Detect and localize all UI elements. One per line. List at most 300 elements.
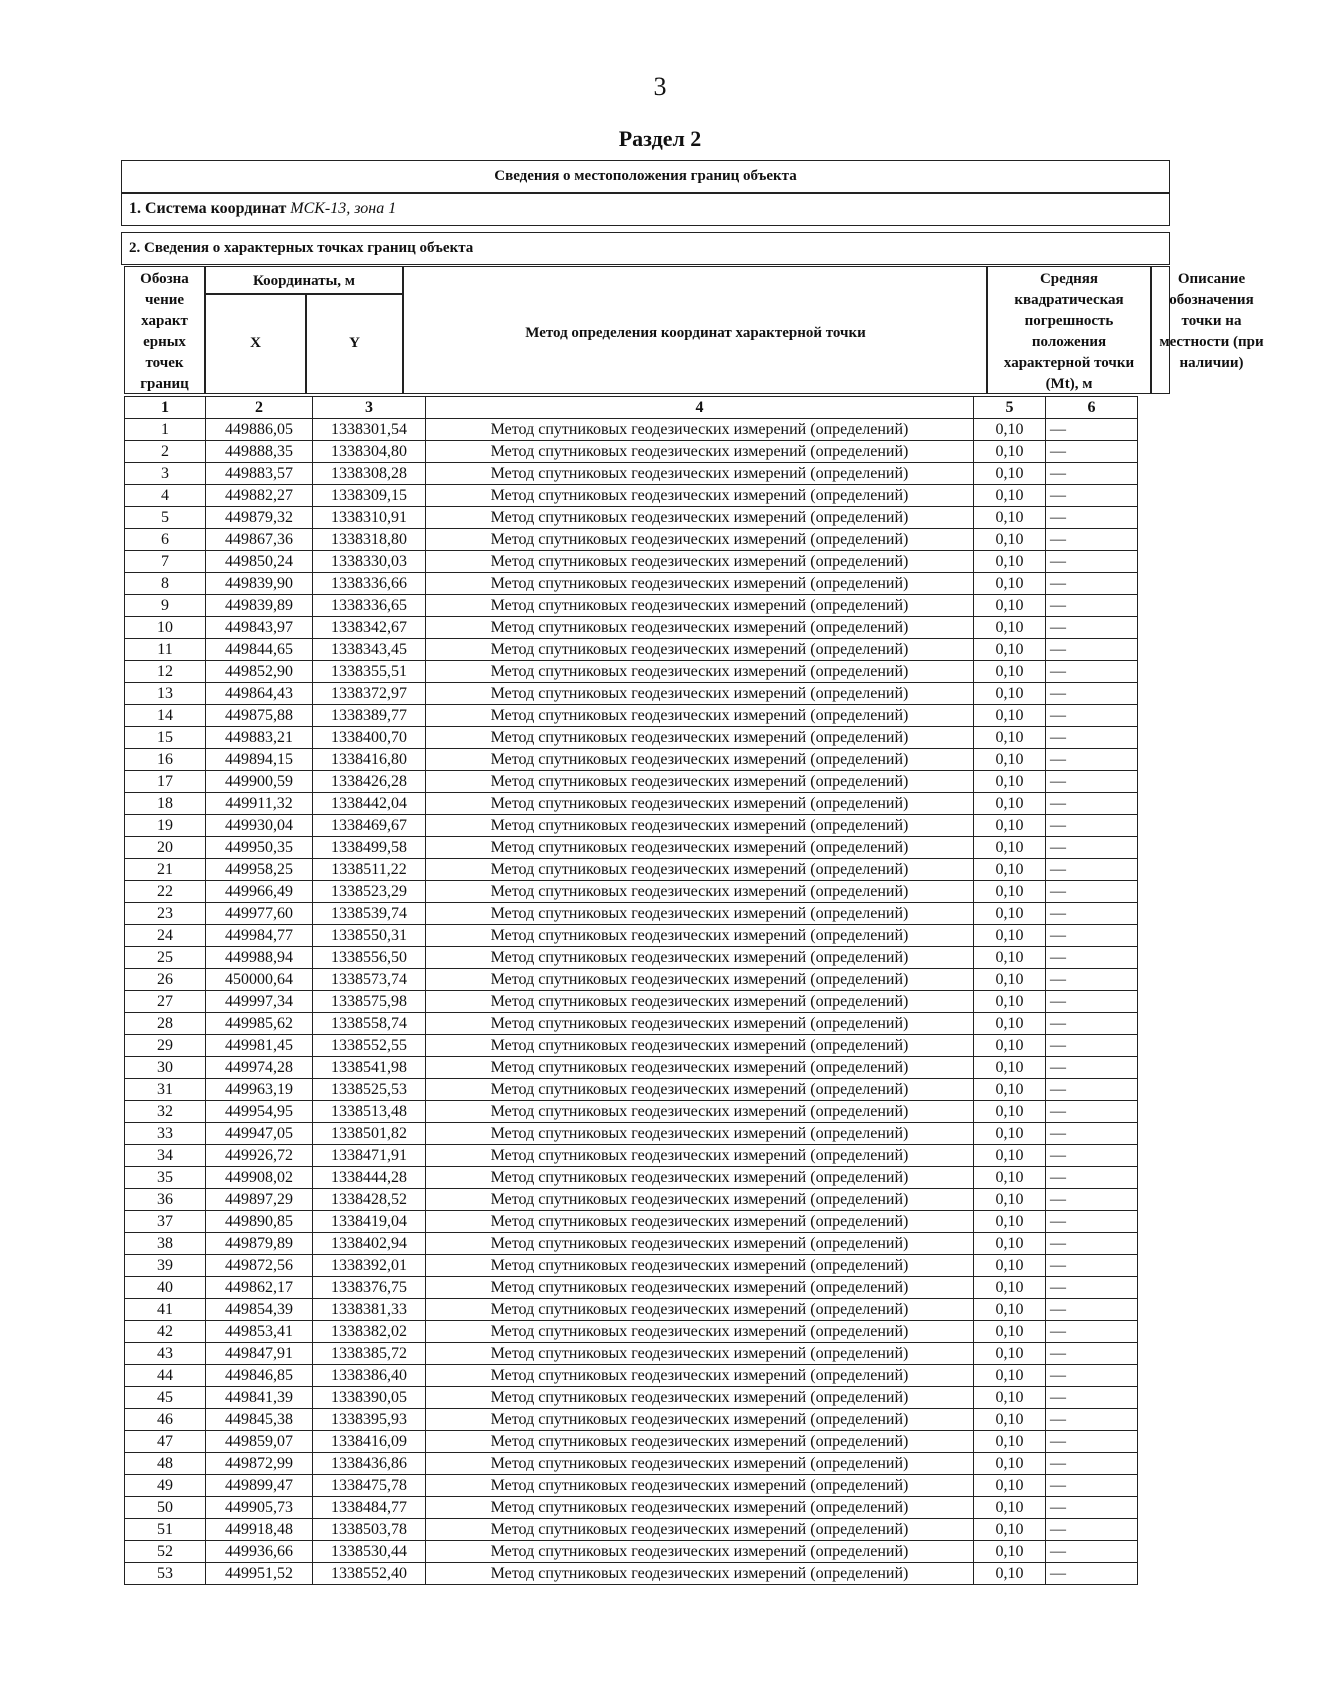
method-cell: Метод спутниковых геодезических измерений (определений) — [426, 705, 974, 727]
point-number: 48 — [125, 1453, 206, 1475]
accuracy-cell: 0,10 — [974, 991, 1046, 1013]
point-number: 8 — [125, 573, 206, 595]
accuracy-cell: 0,10 — [974, 1057, 1046, 1079]
y-coordinate: 1338444,28 — [313, 1167, 426, 1189]
x-coordinate: 449984,77 — [206, 925, 313, 947]
point-number: 28 — [125, 1013, 206, 1035]
description-cell: — — [1046, 1277, 1138, 1299]
x-coordinate: 449899,47 — [206, 1475, 313, 1497]
description-cell: — — [1046, 1497, 1138, 1519]
column-number: 5 — [974, 397, 1046, 419]
accuracy-cell: 0,10 — [974, 1013, 1046, 1035]
point-number: 39 — [125, 1255, 206, 1277]
method-cell: Метод спутниковых геодезических измерений (определений) — [426, 793, 974, 815]
method-cell: Метод спутниковых геодезических измерений (определений) — [426, 617, 974, 639]
description-cell: — — [1046, 1541, 1138, 1563]
method-cell: Метод спутниковых геодезических измерений (определений) — [426, 1101, 974, 1123]
point-number: 29 — [125, 1035, 206, 1057]
accuracy-cell: 0,10 — [974, 1519, 1046, 1541]
point-number: 14 — [125, 705, 206, 727]
y-coordinate: 1338402,94 — [313, 1233, 426, 1255]
y-coordinate: 1338381,33 — [313, 1299, 426, 1321]
method-cell: Метод спутниковых геодезических измерений (определений) — [426, 1189, 974, 1211]
x-coordinate: 449911,32 — [206, 793, 313, 815]
method-cell: Метод спутниковых геодезических измерений (определений) — [426, 1057, 974, 1079]
x-coordinate: 449882,27 — [206, 485, 313, 507]
point-number: 20 — [125, 837, 206, 859]
point-number: 2 — [125, 441, 206, 463]
y-coordinate: 1338308,28 — [313, 463, 426, 485]
y-coordinate: 1338525,53 — [313, 1079, 426, 1101]
x-coordinate: 449839,90 — [206, 573, 313, 595]
accuracy-cell: 0,10 — [974, 1409, 1046, 1431]
description-cell: — — [1046, 925, 1138, 947]
column-number: 3 — [313, 397, 426, 419]
method-cell: Метод спутниковых геодезических измерений (определений) — [426, 1035, 974, 1057]
method-cell: Метод спутниковых геодезических измерений (определений) — [426, 1541, 974, 1563]
y-coordinate: 1338556,50 — [313, 947, 426, 969]
x-coordinate: 449900,59 — [206, 771, 313, 793]
description-cell: — — [1046, 859, 1138, 881]
table-row — [125, 1233, 1138, 1255]
method-cell: Метод спутниковых геодезических измерений (определений) — [426, 463, 974, 485]
accuracy-cell: 0,10 — [974, 639, 1046, 661]
y-coordinate: 1338419,04 — [313, 1211, 426, 1233]
method-cell: Метод спутниковых геодезических измерений (определений) — [426, 1167, 974, 1189]
accuracy-cell: 0,10 — [974, 771, 1046, 793]
accuracy-cell: 0,10 — [974, 815, 1046, 837]
table-row — [125, 815, 1138, 837]
description-cell: — — [1046, 1365, 1138, 1387]
accuracy-cell: 0,10 — [974, 1431, 1046, 1453]
table-row — [125, 1167, 1138, 1189]
method-cell: Метод спутниковых геодезических измерений (определений) — [426, 1387, 974, 1409]
y-coordinate: 1338552,55 — [313, 1035, 426, 1057]
x-coordinate: 449977,60 — [206, 903, 313, 925]
table-row — [125, 1541, 1138, 1563]
method-cell: Метод спутниковых геодезических измерений (определений) — [426, 815, 974, 837]
x-coordinate: 449839,89 — [206, 595, 313, 617]
section-title: Раздел 2 — [618, 126, 702, 151]
description-cell: — — [1046, 595, 1138, 617]
x-coordinate: 449843,97 — [206, 617, 313, 639]
table-row — [125, 507, 1138, 529]
y-coordinate: 1338382,02 — [313, 1321, 426, 1343]
accuracy-cell: 0,10 — [974, 507, 1046, 529]
y-coordinate: 1338558,74 — [313, 1013, 426, 1035]
description-cell: — — [1046, 705, 1138, 727]
accuracy-cell: 0,10 — [974, 859, 1046, 881]
point-number: 49 — [125, 1475, 206, 1497]
y-coordinate: 1338389,77 — [313, 705, 426, 727]
header-y: Y — [349, 335, 360, 351]
method-cell: Метод спутниковых геодезических измерений (определений) — [426, 1365, 974, 1387]
description-cell: — — [1046, 1255, 1138, 1277]
description-cell: — — [1046, 1211, 1138, 1233]
point-number: 36 — [125, 1189, 206, 1211]
description-cell: — — [1046, 1233, 1138, 1255]
description-cell: — — [1046, 441, 1138, 463]
y-coordinate: 1338416,09 — [313, 1431, 426, 1453]
point-number: 51 — [125, 1519, 206, 1541]
point-number: 52 — [125, 1541, 206, 1563]
y-coordinate: 1338343,45 — [313, 639, 426, 661]
x-coordinate: 449985,62 — [206, 1013, 313, 1035]
description-cell: — — [1046, 661, 1138, 683]
description-cell: — — [1046, 903, 1138, 925]
accuracy-cell: 0,10 — [974, 529, 1046, 551]
point-number: 18 — [125, 793, 206, 815]
description-cell: — — [1046, 683, 1138, 705]
table-row — [125, 1519, 1138, 1541]
point-number: 44 — [125, 1365, 206, 1387]
method-cell: Метод спутниковых геодезических измерений (определений) — [426, 969, 974, 991]
description-cell: — — [1046, 1101, 1138, 1123]
description-cell: — — [1046, 419, 1138, 441]
method-cell: Метод спутниковых геодезических измерений (определений) — [426, 837, 974, 859]
accuracy-cell: 0,10 — [974, 595, 1046, 617]
accuracy-cell: 0,10 — [974, 1453, 1046, 1475]
table-row — [125, 485, 1138, 507]
method-cell: Метод спутниковых геодезических измерений (определений) — [426, 1497, 974, 1519]
table-row — [125, 1431, 1138, 1453]
accuracy-cell: 0,10 — [974, 969, 1046, 991]
coord-system-value: МСК-13, зона 1 — [290, 200, 397, 217]
point-number: 42 — [125, 1321, 206, 1343]
point-number: 3 — [125, 463, 206, 485]
method-cell: Метод спутниковых геодезических измерений (определений) — [426, 507, 974, 529]
accuracy-cell: 0,10 — [974, 661, 1046, 683]
point-number: 24 — [125, 925, 206, 947]
description-cell: — — [1046, 727, 1138, 749]
y-coordinate: 1338372,97 — [313, 683, 426, 705]
table-row — [125, 1409, 1138, 1431]
method-cell: Метод спутниковых геодезических измерений (определений) — [426, 441, 974, 463]
point-number: 15 — [125, 727, 206, 749]
points-title: 2. Сведения о характерных точках границ объекта — [121, 232, 1170, 265]
table-row — [125, 1211, 1138, 1233]
accuracy-cell: 0,10 — [974, 441, 1046, 463]
y-coordinate: 1338310,91 — [313, 507, 426, 529]
x-coordinate: 449947,05 — [206, 1123, 313, 1145]
y-coordinate: 1338471,91 — [313, 1145, 426, 1167]
x-coordinate: 449966,49 — [206, 881, 313, 903]
description-cell: — — [1046, 771, 1138, 793]
point-number: 21 — [125, 859, 206, 881]
y-coordinate: 1338330,03 — [313, 551, 426, 573]
accuracy-cell: 0,10 — [974, 1035, 1046, 1057]
table-row — [125, 1563, 1138, 1585]
y-coordinate: 1338484,77 — [313, 1497, 426, 1519]
description-cell: — — [1046, 507, 1138, 529]
y-coordinate: 1338503,78 — [313, 1519, 426, 1541]
point-number: 40 — [125, 1277, 206, 1299]
accuracy-cell: 0,10 — [974, 573, 1046, 595]
y-coordinate: 1338436,86 — [313, 1453, 426, 1475]
table-row — [125, 837, 1138, 859]
accuracy-cell: 0,10 — [974, 1365, 1046, 1387]
method-cell: Метод спутниковых геодезических измерений (определений) — [426, 1475, 974, 1497]
x-coordinate: 449997,34 — [206, 991, 313, 1013]
method-cell: Метод спутниковых геодезических измерений (определений) — [426, 1343, 974, 1365]
method-cell: Метод спутниковых геодезических измерений (определений) — [426, 727, 974, 749]
accuracy-cell: 0,10 — [974, 1343, 1046, 1365]
method-cell: Метод спутниковых геодезических измерений (определений) — [426, 1013, 974, 1035]
header-point-id: Обозна чение характ ерных точек границ — [140, 271, 189, 392]
y-coordinate: 1338386,40 — [313, 1365, 426, 1387]
table-row — [125, 1343, 1138, 1365]
point-number: 7 — [125, 551, 206, 573]
y-coordinate: 1338390,05 — [313, 1387, 426, 1409]
table-row — [125, 463, 1138, 485]
x-coordinate: 449926,72 — [206, 1145, 313, 1167]
coord-system-label: 1. Система координат — [129, 200, 287, 217]
method-cell: Метод спутниковых геодезических измерений (определений) — [426, 661, 974, 683]
description-cell: — — [1046, 1145, 1138, 1167]
x-coordinate: 449872,56 — [206, 1255, 313, 1277]
accuracy-cell: 0,10 — [974, 419, 1046, 441]
x-coordinate: 449918,48 — [206, 1519, 313, 1541]
accuracy-cell: 0,10 — [974, 1299, 1046, 1321]
method-cell: Метод спутниковых геодезических измерений (определений) — [426, 903, 974, 925]
description-cell: — — [1046, 1321, 1138, 1343]
table-row — [125, 419, 1138, 441]
accuracy-cell: 0,10 — [974, 903, 1046, 925]
description-cell: — — [1046, 1013, 1138, 1035]
table-row — [125, 991, 1138, 1013]
point-number: 11 — [125, 639, 206, 661]
accuracy-cell: 0,10 — [974, 1321, 1046, 1343]
x-coordinate: 449908,02 — [206, 1167, 313, 1189]
column-number: 2 — [206, 397, 313, 419]
table-row — [125, 947, 1138, 969]
table-row — [125, 1123, 1138, 1145]
y-coordinate: 1338318,80 — [313, 529, 426, 551]
accuracy-cell: 0,10 — [974, 749, 1046, 771]
y-coordinate: 1338552,40 — [313, 1563, 426, 1585]
table-row — [125, 573, 1138, 595]
x-coordinate: 449879,32 — [206, 507, 313, 529]
accuracy-cell: 0,10 — [974, 837, 1046, 859]
point-number: 6 — [125, 529, 206, 551]
x-coordinate: 449951,52 — [206, 1563, 313, 1585]
method-cell: Метод спутниковых геодезических измерений (определений) — [426, 1145, 974, 1167]
table-row — [125, 639, 1138, 661]
y-coordinate: 1338376,75 — [313, 1277, 426, 1299]
coord-system-row — [121, 193, 1170, 226]
y-coordinate: 1338573,74 — [313, 969, 426, 991]
method-cell: Метод спутниковых геодезических измерений (определений) — [426, 529, 974, 551]
point-number: 32 — [125, 1101, 206, 1123]
point-number: 37 — [125, 1211, 206, 1233]
accuracy-cell: 0,10 — [974, 617, 1046, 639]
description-cell: — — [1046, 1189, 1138, 1211]
description-cell: — — [1046, 463, 1138, 485]
method-cell: Метод спутниковых геодезических измерений (определений) — [426, 573, 974, 595]
y-coordinate: 1338541,98 — [313, 1057, 426, 1079]
x-coordinate: 449853,41 — [206, 1321, 313, 1343]
y-coordinate: 1338523,29 — [313, 881, 426, 903]
point-number: 35 — [125, 1167, 206, 1189]
method-cell: Метод спутниковых геодезических измерений (определений) — [426, 1255, 974, 1277]
y-coordinate: 1338301,54 — [313, 419, 426, 441]
accuracy-cell: 0,10 — [974, 1497, 1046, 1519]
accuracy-cell: 0,10 — [974, 1123, 1046, 1145]
x-coordinate: 449974,28 — [206, 1057, 313, 1079]
x-coordinate: 449846,85 — [206, 1365, 313, 1387]
description-cell: — — [1046, 573, 1138, 595]
table-row — [125, 551, 1138, 573]
description-cell: — — [1046, 529, 1138, 551]
y-coordinate: 1338511,22 — [313, 859, 426, 881]
method-cell: Метод спутниковых геодезических измерений (определений) — [426, 1299, 974, 1321]
x-coordinate: 449963,19 — [206, 1079, 313, 1101]
method-cell: Метод спутниковых геодезических измерений (определений) — [426, 1431, 974, 1453]
x-coordinate: 449883,57 — [206, 463, 313, 485]
accuracy-cell: 0,10 — [974, 551, 1046, 573]
accuracy-cell: 0,10 — [974, 463, 1046, 485]
method-cell: Метод спутниковых геодезических измерений (определений) — [426, 1409, 974, 1431]
description-cell: — — [1046, 881, 1138, 903]
point-number: 33 — [125, 1123, 206, 1145]
y-coordinate: 1338442,04 — [313, 793, 426, 815]
table-row — [125, 1101, 1138, 1123]
x-coordinate: 449862,17 — [206, 1277, 313, 1299]
table-row — [125, 925, 1138, 947]
point-number: 46 — [125, 1409, 206, 1431]
method-cell: Метод спутниковых геодезических измерений (определений) — [426, 881, 974, 903]
point-number: 50 — [125, 1497, 206, 1519]
y-coordinate: 1338336,66 — [313, 573, 426, 595]
method-cell: Метод спутниковых геодезических измерений (определений) — [426, 485, 974, 507]
accuracy-cell: 0,10 — [974, 485, 1046, 507]
header-description: Описание обозначения точки на местности (при наличии) — [1159, 271, 1264, 371]
table-row — [125, 661, 1138, 683]
point-number: 23 — [125, 903, 206, 925]
x-coordinate: 449883,21 — [206, 727, 313, 749]
header-x: X — [250, 335, 261, 351]
point-number: 34 — [125, 1145, 206, 1167]
description-cell: — — [1046, 617, 1138, 639]
description-cell: — — [1046, 1519, 1138, 1541]
y-coordinate: 1338309,15 — [313, 485, 426, 507]
table-row — [125, 771, 1138, 793]
description-cell: — — [1046, 1299, 1138, 1321]
boundary-points-table — [124, 396, 1138, 1585]
method-cell: Метод спутниковых геодезических измерений (определений) — [426, 595, 974, 617]
x-coordinate: 449850,24 — [206, 551, 313, 573]
description-cell: — — [1046, 485, 1138, 507]
x-coordinate: 449888,35 — [206, 441, 313, 463]
table-row — [125, 1189, 1138, 1211]
x-coordinate: 449894,15 — [206, 749, 313, 771]
table-row — [125, 1057, 1138, 1079]
x-coordinate: 449844,65 — [206, 639, 313, 661]
x-coordinate: 449936,66 — [206, 1541, 313, 1563]
description-cell: — — [1046, 1343, 1138, 1365]
description-cell: — — [1046, 969, 1138, 991]
header-method: Метод определения координат характерной точки — [525, 325, 866, 341]
point-number: 5 — [125, 507, 206, 529]
accuracy-cell: 0,10 — [974, 1563, 1046, 1585]
point-number: 25 — [125, 947, 206, 969]
column-number: 6 — [1046, 397, 1138, 419]
y-coordinate: 1338513,48 — [313, 1101, 426, 1123]
x-coordinate: 449864,43 — [206, 683, 313, 705]
table-row — [125, 903, 1138, 925]
y-coordinate: 1338416,80 — [313, 749, 426, 771]
accuracy-cell: 0,10 — [974, 705, 1046, 727]
point-number: 13 — [125, 683, 206, 705]
accuracy-cell: 0,10 — [974, 1255, 1046, 1277]
x-coordinate: 449847,91 — [206, 1343, 313, 1365]
point-number: 1 — [125, 419, 206, 441]
x-coordinate: 449988,94 — [206, 947, 313, 969]
table-row — [125, 1035, 1138, 1057]
method-cell: Метод спутниковых геодезических измерений (определений) — [426, 551, 974, 573]
description-cell: — — [1046, 749, 1138, 771]
point-number: 10 — [125, 617, 206, 639]
y-coordinate: 1338355,51 — [313, 661, 426, 683]
table-row — [125, 1013, 1138, 1035]
x-coordinate: 449879,89 — [206, 1233, 313, 1255]
point-number: 26 — [125, 969, 206, 991]
accuracy-cell: 0,10 — [974, 1167, 1046, 1189]
y-coordinate: 1338400,70 — [313, 727, 426, 749]
table-row — [125, 1079, 1138, 1101]
x-coordinate: 449958,25 — [206, 859, 313, 881]
x-coordinate: 449886,05 — [206, 419, 313, 441]
description-cell: — — [1046, 1387, 1138, 1409]
description-cell: — — [1046, 1167, 1138, 1189]
x-coordinate: 449875,88 — [206, 705, 313, 727]
x-coordinate: 449859,07 — [206, 1431, 313, 1453]
table-row — [125, 705, 1138, 727]
table-row — [125, 1145, 1138, 1167]
table-row — [125, 793, 1138, 815]
y-coordinate: 1338385,72 — [313, 1343, 426, 1365]
y-coordinate: 1338304,80 — [313, 441, 426, 463]
description-cell: — — [1046, 1035, 1138, 1057]
description-cell: — — [1046, 1453, 1138, 1475]
accuracy-cell: 0,10 — [974, 925, 1046, 947]
table-row — [125, 1255, 1138, 1277]
description-cell: — — [1046, 1475, 1138, 1497]
table-row — [125, 1321, 1138, 1343]
table-row — [125, 617, 1138, 639]
point-number: 9 — [125, 595, 206, 617]
method-cell: Метод спутниковых геодезических измерений (определений) — [426, 1079, 974, 1101]
x-coordinate: 449867,36 — [206, 529, 313, 551]
y-coordinate: 1338575,98 — [313, 991, 426, 1013]
method-cell: Метод спутниковых геодезических измерений (определений) — [426, 1277, 974, 1299]
description-cell: — — [1046, 837, 1138, 859]
x-coordinate: 449872,99 — [206, 1453, 313, 1475]
y-coordinate: 1338342,67 — [313, 617, 426, 639]
method-cell: Метод спутниковых геодезических измерений (определений) — [426, 771, 974, 793]
accuracy-cell: 0,10 — [974, 1541, 1046, 1563]
column-number: 1 — [125, 397, 206, 419]
method-cell: Метод спутниковых геодезических измерений (определений) — [426, 991, 974, 1013]
x-coordinate: 450000,64 — [206, 969, 313, 991]
column-number: 4 — [426, 397, 974, 419]
table-header — [124, 266, 1264, 394]
block-title: Сведения о местоположения границ объекта — [121, 160, 1170, 193]
table-row — [125, 683, 1138, 705]
description-cell: — — [1046, 991, 1138, 1013]
point-number: 53 — [125, 1563, 206, 1585]
description-cell: — — [1046, 947, 1138, 969]
